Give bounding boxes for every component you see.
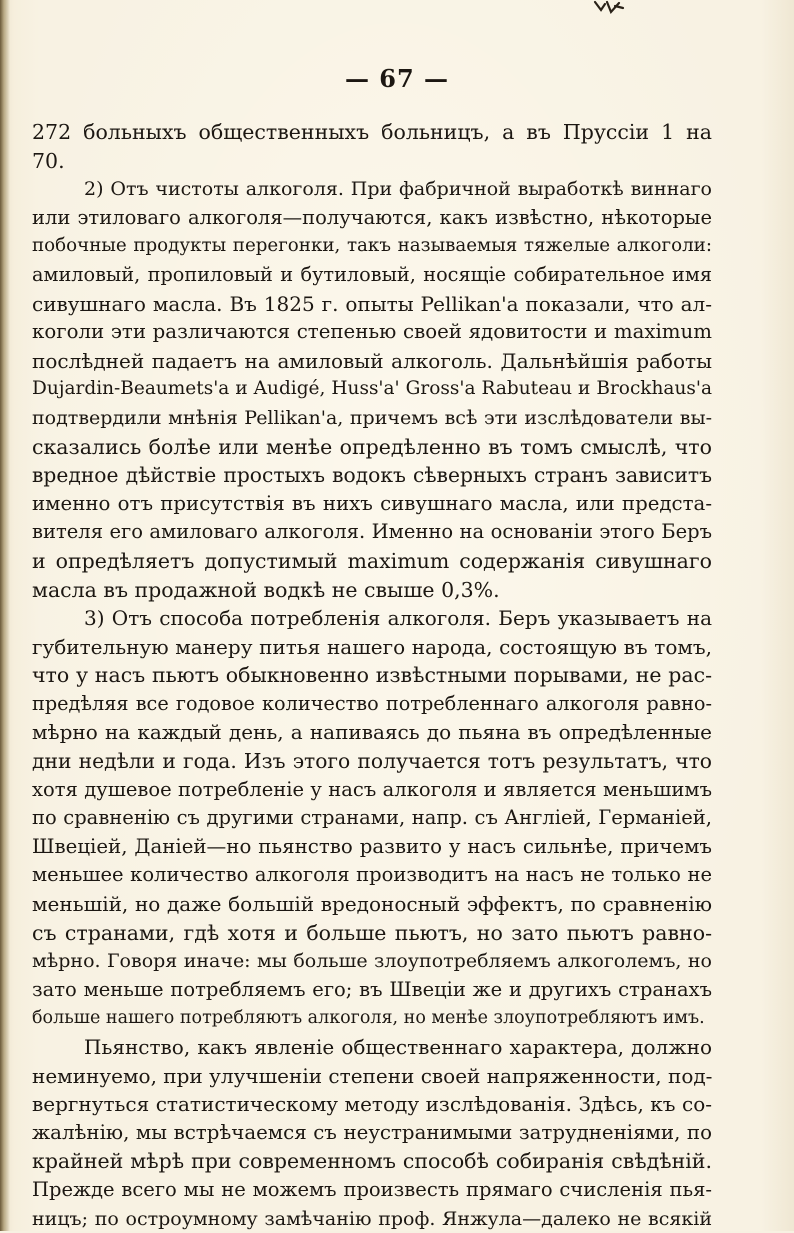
text-line: мѣрно на каждый день, а напиваясь до пьяна въ опредѣленные bbox=[32, 720, 712, 745]
text-line: зато меньше потребляемъ его; въ Швеціи же и другихъ странахъ bbox=[32, 977, 712, 1001]
text-line: меньшій, но даже большій вредоносный эффектъ, по сравненію bbox=[32, 892, 712, 917]
text-line: сказались болѣе или менѣе опредѣленно въ томъ смыслѣ, что bbox=[32, 434, 712, 459]
text-line: вергнуться статистическому методу изслѣдованія. Здѣсь, къ со- bbox=[32, 1092, 712, 1117]
text-line: или этиловаго алкоголя—получаются, какъ извѣстно, нѣкоторые bbox=[32, 205, 712, 229]
text-line: неминуемо, при улучшеніи степени своей напряженности, под- bbox=[32, 1063, 712, 1088]
text-line: крайней мѣрѣ при современномъ способѣ собиранія свѣдѣній. bbox=[32, 1149, 712, 1174]
text-line: амиловый, пропиловый и бутиловый, носящіе собирательное имя bbox=[32, 262, 712, 286]
text-line: вредное дѣйствіе простыхъ водокъ сѣверныхъ странъ зависитъ bbox=[32, 463, 712, 488]
text-line: мѣрно. Говоря иначе: мы больше злоупотребляемъ алкоголемъ, но bbox=[32, 950, 712, 973]
text-line: 70. bbox=[32, 148, 65, 173]
text-line: 3) Отъ способа потребленія алкоголя. Беръ указываетъ на bbox=[84, 606, 712, 631]
text-line: больше нашего потребляютъ алкоголя, но менѣе злоупотребляютъ имъ. bbox=[32, 1008, 705, 1029]
text-line: Dujardin-Beaumets'а и Audigé, Huss'а' Gross'а Rabuteau и Brockhaus'а bbox=[32, 378, 712, 400]
text-line: и опредѣляетъ допустимый maximum содержанія сивушнаго bbox=[32, 548, 712, 573]
text-line: именно отъ присутствія въ нихъ сивушнаго масла, или предста- bbox=[32, 491, 712, 515]
text-line: коголи эти различаются степенью своей ядовитости и maximum bbox=[32, 320, 712, 344]
text-line: подтвердили мнѣнія Pellikan'а, причемъ всѣ эти изслѣдователи вы- bbox=[32, 406, 712, 429]
text-line: 272 больныхъ общественныхъ больницъ, а въ Пруссіи 1 на bbox=[32, 120, 712, 144]
text-line: вителя его амиловаго алкоголя. Именно на основаніи этого Беръ bbox=[32, 520, 712, 544]
body-text bbox=[32, 118, 712, 1233]
ink-mark bbox=[589, 0, 639, 20]
page-binding-edge bbox=[0, 0, 10, 1231]
text-line: по сравненію съ другими странами, напр. съ Англіей, Германіей, bbox=[32, 806, 712, 830]
text-line: масла въ продажной водкѣ не свыше 0,3%. bbox=[32, 577, 500, 602]
text-line: что у насъ пьютъ обыкновенно извѣстными порывами, не рас- bbox=[32, 663, 712, 688]
text-line: дни недѣли и года. Изъ этого получается тотъ результатъ, что bbox=[32, 749, 712, 774]
text-line: жалѣнію, мы встрѣчаемся съ неустранимыми затрудненіями, по bbox=[32, 1120, 712, 1144]
text-line: предѣляя все годовое количество потребленнаго алкоголя равно- bbox=[32, 691, 712, 715]
text-line: ницъ; по остроумному замѣчанію проф. Янжула—далеко не всякій bbox=[32, 1207, 712, 1230]
page-number: — 67 — bbox=[344, 64, 450, 93]
text-line: послѣдней падаетъ на амиловый алкоголь. Дальнѣйшія работы bbox=[32, 348, 712, 373]
text-line: съ странами, гдѣ хотя и больше пьютъ, но зато пьютъ равно- bbox=[32, 920, 712, 945]
text-line: Прежде всего мы не можемъ произвесть прямаго счисленія пья- bbox=[32, 1177, 712, 1201]
text-line: хотя душевое потребленіе у насъ алкоголя и является меньшимъ bbox=[32, 777, 712, 801]
text-line: меньшее количество алкоголя производитъ на насъ не только не bbox=[32, 863, 712, 887]
text-line: сивушнаго масла. Въ 1825 г. опыты Pellikan'а показали, что ал- bbox=[32, 291, 712, 316]
text-line: побочные продукты перегонки, такъ называемыя тяжелые алкоголи: bbox=[32, 235, 712, 257]
text-line: Швеціей, Даніей—но пьянство развито у насъ сильнѣе, причемъ bbox=[32, 834, 712, 858]
text-line: губительную манеру питья нашего народа, состоящую въ томъ, bbox=[32, 634, 712, 659]
text-line: 2) Отъ чистоты алкоголя. При фабричной выработкѣ виннаго bbox=[84, 178, 712, 201]
text-line: Пьянство, какъ явленіе общественнаго характера, должно bbox=[84, 1035, 712, 1059]
